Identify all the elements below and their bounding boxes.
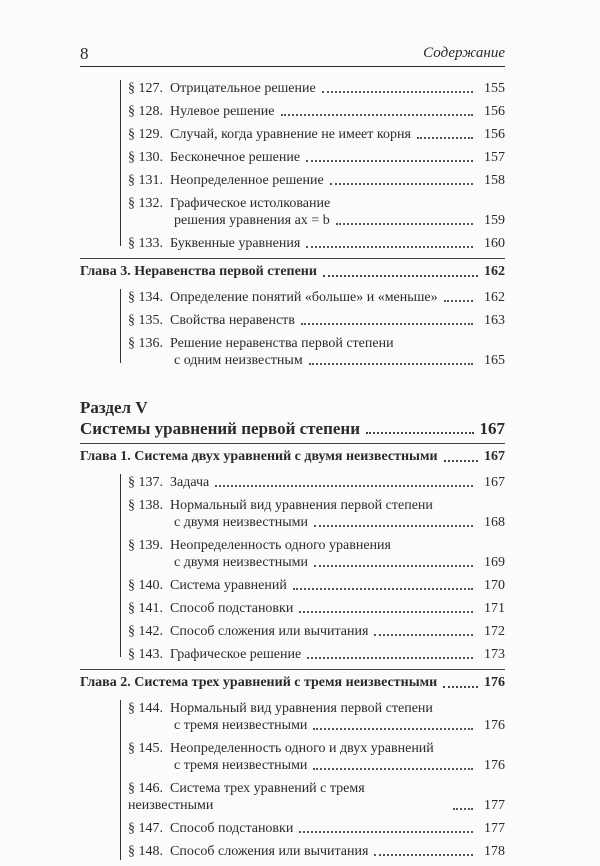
section-title-line: Неопределенность одного уравнения [170, 538, 391, 553]
section-page: 178 [484, 844, 505, 859]
section-page: 177 [484, 798, 505, 813]
dot-leader [444, 460, 478, 462]
section-title-line: Неопределенность одного и двух уравнений [170, 741, 434, 756]
dot-leader [299, 611, 473, 613]
section-title-line: Графическое истолкование [170, 196, 331, 211]
chapter-1-entry[interactable] [80, 444, 505, 470]
dot-leader [374, 634, 473, 636]
section-number: § 128. [128, 104, 163, 119]
part-label: Раздел V [80, 398, 148, 417]
dot-leader [281, 114, 473, 116]
part-page: 167 [479, 419, 505, 438]
section-number: § 146. [128, 781, 163, 796]
dot-leader [374, 854, 473, 856]
dot-leader [444, 300, 473, 302]
section-text [128, 700, 505, 734]
section-text [128, 335, 505, 369]
section-number: § 131. [128, 173, 163, 188]
section-page: 176 [484, 718, 505, 733]
section-number: § 143. [128, 647, 163, 662]
section-number: § 127. [128, 81, 163, 96]
section-text [128, 646, 505, 663]
dot-leader [453, 808, 473, 810]
section-number: § 136. [128, 336, 163, 351]
toc-section-entry[interactable] [128, 235, 505, 252]
section-text [128, 172, 505, 189]
dot-leader [301, 323, 473, 325]
section-text [128, 740, 505, 774]
section-page: 156 [484, 104, 505, 119]
chapter-page: 162 [484, 264, 505, 279]
dot-leader [322, 91, 473, 93]
section-number: § 133. [128, 236, 163, 251]
toc-section-entry[interactable] [128, 820, 505, 837]
section-title-line: решения уравнения ax = b [174, 213, 330, 228]
section-text [128, 600, 505, 617]
toc-section-entry[interactable] [128, 103, 505, 120]
section-number: § 134. [128, 290, 163, 305]
dot-leader [366, 432, 473, 434]
section-number: § 144. [128, 701, 163, 716]
section-text [128, 497, 505, 531]
section-title-line: Система трех уравнений с тремя неизвестными [128, 781, 365, 813]
section-page: 157 [484, 150, 505, 165]
section-title-line: Неопределенное решение [170, 173, 324, 188]
section-text [128, 195, 505, 229]
section-page: 176 [484, 758, 505, 773]
section-title-line: Решение неравенства первой степени [170, 336, 394, 351]
section-number: § 139. [128, 538, 163, 553]
section-text [128, 843, 505, 860]
toc-section-entry[interactable] [128, 126, 505, 143]
section-title-line: с тремя неизвестными [174, 718, 308, 733]
section-page: 177 [484, 821, 505, 836]
section-page: 165 [484, 353, 505, 368]
toc-section-entry[interactable] [128, 780, 505, 814]
section-page: 155 [484, 81, 505, 96]
chapter-title: Глава 1. Система двух уравнений с двумя неизвестными [80, 449, 438, 464]
toc-section-entry[interactable] [128, 335, 505, 369]
section-text [128, 537, 505, 571]
part-title: Системы уравнений первой степени [80, 419, 361, 438]
section-number: § 135. [128, 313, 163, 328]
toc-section-entry[interactable] [128, 740, 505, 774]
dot-leader [314, 565, 473, 567]
section-text [128, 780, 505, 814]
chapter-2-entry[interactable] [80, 670, 505, 696]
dot-leader [323, 275, 478, 277]
section-title-line: Способ сложения или вычитания [170, 844, 369, 859]
section-text [128, 103, 505, 120]
chapter-page: 176 [484, 675, 505, 690]
section-title-line: Бесконечное решение [170, 150, 301, 165]
section-text [128, 312, 505, 329]
chapter-page: 167 [484, 449, 505, 464]
section-number: § 129. [128, 127, 163, 142]
section-page: 168 [484, 515, 505, 530]
section-number: § 141. [128, 601, 163, 616]
section-page: 159 [484, 213, 505, 228]
toc-section-entry[interactable] [128, 497, 505, 531]
section-page: 160 [484, 236, 505, 251]
section-title-line: с двумя неизвестными [174, 515, 308, 530]
dot-leader [293, 588, 473, 590]
group-bar [120, 700, 121, 860]
section-title-line: Задача [170, 475, 210, 490]
toc-section-entry[interactable] [128, 195, 505, 229]
group-bar [120, 80, 121, 246]
table-of-contents [80, 80, 505, 866]
dot-leader [309, 363, 473, 365]
section-text [128, 474, 505, 491]
group-bar [120, 474, 121, 657]
section-title-line: Случай, когда уравнение не имеет корня [170, 127, 411, 142]
section-number: § 142. [128, 624, 163, 639]
section-text [128, 289, 505, 306]
section-number: § 138. [128, 498, 163, 513]
toc-section-entry[interactable] [128, 312, 505, 329]
section-page: 173 [484, 647, 505, 662]
section-page: 158 [484, 173, 505, 188]
dot-leader [336, 223, 473, 225]
section-text [128, 577, 505, 594]
section-number: § 145. [128, 741, 163, 756]
section-number: § 137. [128, 475, 163, 490]
section-group-2 [80, 289, 505, 369]
section-text [128, 623, 505, 640]
part-title-entry[interactable] [80, 418, 505, 443]
section-text [128, 820, 505, 837]
section-number: § 130. [128, 150, 163, 165]
section-page: 162 [484, 290, 505, 305]
chapter-3-entry[interactable] [80, 259, 505, 285]
dot-leader [313, 728, 473, 730]
toc-section-entry[interactable] [128, 623, 505, 640]
dot-leader [215, 485, 473, 487]
section-title-line: Способ подстановки [170, 821, 294, 836]
toc-section-entry[interactable] [128, 600, 505, 617]
dot-leader [299, 831, 473, 833]
section-title-line: Свойства неравенств [170, 313, 295, 328]
section-title-line: Буквенные уравнения [170, 236, 301, 251]
toc-section-entry[interactable] [128, 646, 505, 663]
dot-leader [330, 183, 473, 185]
section-title-line: с тремя неизвестными [174, 758, 308, 773]
section-title-line: с двумя неизвестными [174, 555, 308, 570]
section-number: § 147. [128, 821, 163, 836]
section-text [128, 235, 505, 252]
section-number: § 132. [128, 196, 163, 211]
section-title-line: Отрицательное решение [170, 81, 316, 96]
toc-section-entry[interactable] [128, 172, 505, 189]
dot-leader [307, 657, 473, 659]
toc-section-entry[interactable] [128, 474, 505, 491]
dot-leader [314, 525, 473, 527]
page-header [80, 44, 505, 67]
dot-leader [313, 768, 473, 770]
running-title: Содержание [423, 45, 505, 61]
page-number: 8 [80, 44, 89, 63]
section-title-line: Способ сложения или вычитания [170, 624, 369, 639]
section-title-line: Графическое решение [170, 647, 302, 662]
toc-section-entry[interactable] [128, 289, 505, 306]
section-text [128, 126, 505, 143]
dot-leader [417, 137, 473, 139]
dot-leader [443, 686, 478, 688]
group-bar [120, 289, 121, 363]
section-page: 169 [484, 555, 505, 570]
section-text [128, 149, 505, 166]
section-title-line: Система уравнений [170, 578, 287, 593]
toc-section-entry[interactable] [128, 843, 505, 860]
section-group-3 [80, 474, 505, 663]
section-page: 163 [484, 313, 505, 328]
section-title-line: Нулевое решение [170, 104, 275, 119]
section-title-line: Нормальный вид уравнения первой степени [170, 701, 433, 716]
section-text [128, 80, 505, 97]
section-number: § 148. [128, 844, 163, 859]
section-title-line: Определение понятий «больше» и «меньше» [170, 290, 438, 305]
section-group-4 [80, 700, 505, 860]
section-page: 170 [484, 578, 505, 593]
section-page: 172 [484, 624, 505, 639]
section-title-line: Способ подстановки [170, 601, 294, 616]
toc-section-entry[interactable] [128, 577, 505, 594]
toc-section-entry[interactable] [128, 149, 505, 166]
toc-section-entry[interactable] [128, 700, 505, 734]
toc-section-entry[interactable] [128, 537, 505, 571]
chapter-title: Глава 2. Система трех уравнений с тремя неизвестными [80, 675, 438, 690]
chapter-title: Глава 3. Неравенства первой степени [80, 264, 317, 279]
section-page: 171 [484, 601, 505, 616]
section-number: § 140. [128, 578, 163, 593]
section-title-line: Нормальный вид уравнения первой степени [170, 498, 433, 513]
section-title-line: с одним неизвестным [174, 353, 303, 368]
section-group-1 [80, 80, 505, 252]
toc-section-entry[interactable] [128, 80, 505, 97]
dot-leader [306, 160, 473, 162]
section-page: 167 [484, 475, 505, 490]
section-page: 156 [484, 127, 505, 142]
dot-leader [306, 246, 473, 248]
